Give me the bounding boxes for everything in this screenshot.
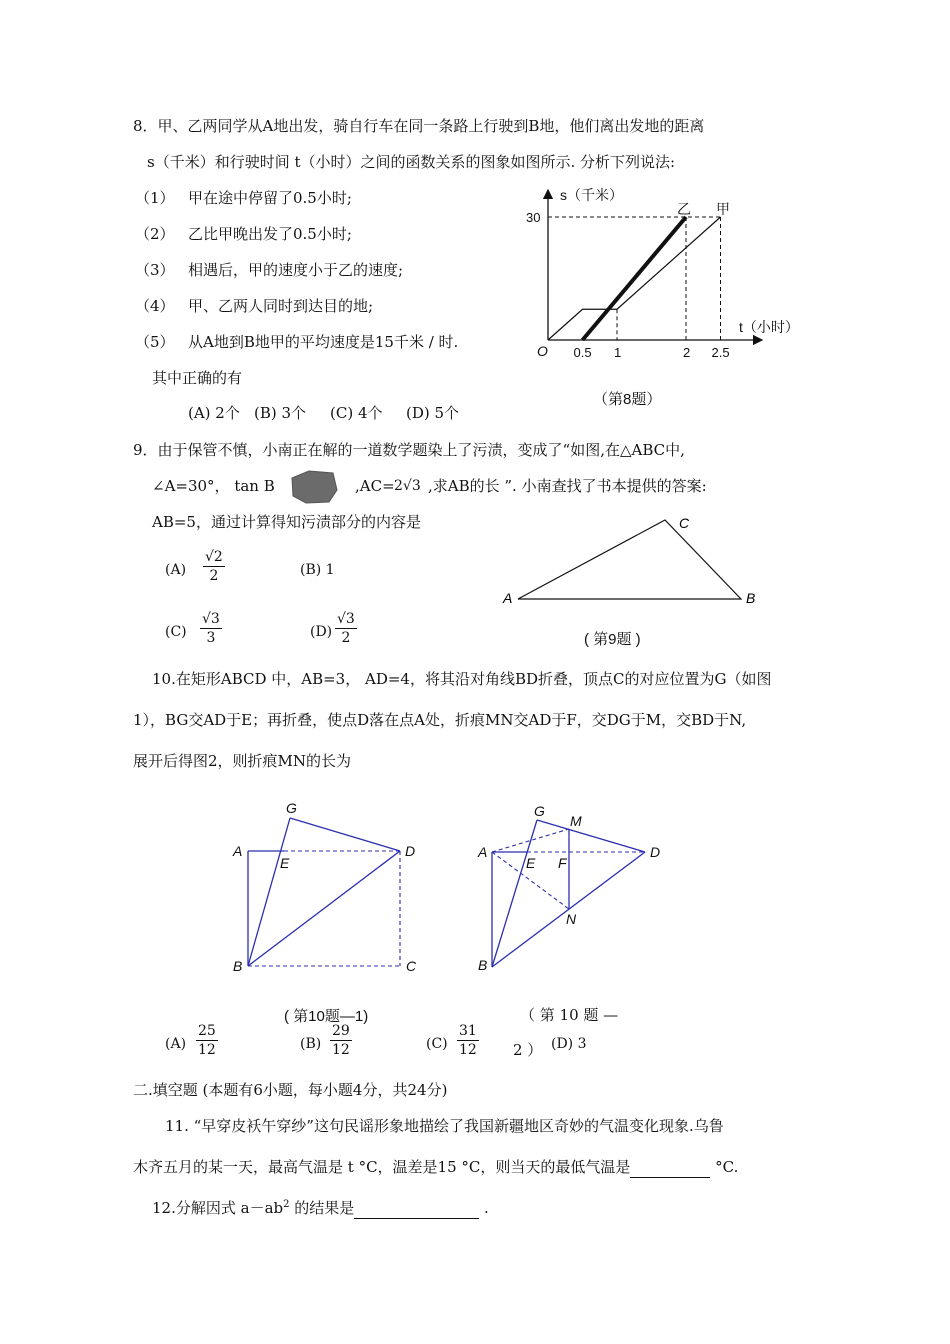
q8-option-c: (C) 4个	[330, 404, 383, 422]
q9-stem-sqrt: 2√3	[394, 478, 421, 494]
q11-line2-unit: °C.	[710, 1158, 739, 1176]
q10-f1-b: B	[233, 958, 243, 974]
q8-x-tick-1: 1	[614, 345, 622, 360]
q9-stem-line1: 9．由于保管不慎，小南正在解的一道数学题染上了污渍，变成了“如图,在△ABC中,	[133, 441, 685, 459]
q10-f1-e: E	[280, 855, 290, 871]
q10-option-c-num: 31	[459, 1023, 477, 1039]
q10-option-b-value	[330, 1022, 352, 1059]
q10-stem-line1: 10.在矩形ABCD 中，AB=3， AD=4，将其沿对角线BD折叠，顶点C的对应位置为G（如图	[152, 670, 772, 688]
q11-answer-blank[interactable]	[630, 1157, 710, 1178]
q12-end: .	[479, 1199, 489, 1217]
q8-option-b: (B) 3个	[254, 404, 307, 422]
q9-option-a-label: (A)	[165, 562, 187, 578]
q9-stem-part-c: ,求AB的长 ”. 小南查找了书本提供的答案:	[428, 477, 707, 495]
q8-conclusion: 其中正确的有	[152, 369, 243, 387]
q10-f2-m: M	[570, 813, 582, 829]
q8-statement-1-num: （1）	[135, 189, 175, 207]
q11-line2	[133, 1157, 738, 1178]
q9-option-a-num: √2	[205, 549, 223, 565]
q8-statement-2: 乙比甲晚出发了0.5小时;	[188, 225, 352, 243]
q12-answer-blank[interactable]	[354, 1198, 479, 1219]
q9-stem-part-b: ,AC=	[355, 477, 395, 495]
q10-f1-a: A	[233, 843, 243, 859]
q10-option-c-den: 12	[459, 1042, 477, 1058]
q10-caption-2b: 2 ）	[513, 1041, 543, 1059]
q8-y-axis-label: s（千米）	[560, 187, 623, 203]
q9-option-d-num: √3	[337, 611, 355, 627]
q8-series-jia-label: 甲	[716, 201, 730, 217]
q9-vertex-b: B	[746, 590, 756, 606]
section2-heading: 二.填空题 (本题有6小题，每小题4分，共24分)	[133, 1081, 448, 1099]
q8-statement-4: 甲、乙两人同时到达目的地;	[188, 297, 374, 315]
q9-option-c-den: 3	[206, 630, 216, 646]
q10-f2-f: F	[558, 855, 567, 871]
q10-stem-line2: 1），BG交AD于E；再折叠，使点D落在点A处，折痕MN交AD于F，交DG于M，交BD于N,	[133, 711, 747, 729]
q8-statement-1: 甲在途中停留了0.5小时;	[188, 189, 352, 207]
q9-option-d-label: (D)	[310, 624, 333, 640]
q8-origin-label: O	[537, 343, 548, 359]
q8-stem-line1: 8．甲、乙两同学从A地出发，骑自行车在同一条路上行驶到B地，他们离出发地的距离	[133, 117, 705, 135]
q8-statement-2-num: （2）	[135, 225, 175, 243]
q9-stem-part-a: ∠A=30°， tan B	[152, 477, 275, 495]
q8-series-yi-label: 乙	[677, 201, 691, 217]
q10-option-a-value	[196, 1022, 218, 1059]
q10-option-a-num: 25	[198, 1023, 216, 1039]
q9-option-c-label: (C)	[165, 624, 187, 640]
q10-f2-a: A	[478, 844, 488, 860]
q8-x-tick-0: 0.5	[573, 345, 592, 360]
q10-option-a-den: 12	[198, 1042, 216, 1058]
q10-option-b-den: 12	[332, 1042, 350, 1058]
q9-option-a-den: 2	[209, 568, 219, 584]
q10-f2-g: G	[534, 803, 545, 819]
q8-x-tick-2: 2	[683, 345, 691, 360]
q10-option-c-label: (C)	[426, 1036, 448, 1052]
q8-x-axis-label: t（小时）	[739, 319, 799, 335]
q8-option-a: (A) 2个	[188, 404, 240, 422]
q12-line	[152, 1195, 489, 1219]
q10-f1-c: C	[406, 958, 417, 974]
q10-option-d: (D) 3	[551, 1036, 587, 1052]
q10-option-c-value	[457, 1022, 479, 1059]
q10-option-a-label: (A)	[165, 1036, 187, 1052]
q9-option-d-den: 2	[341, 630, 351, 646]
q11-line2-text: 木齐五月的某一天，最高气温是 t °C，温差是15 °C，则当天的最低气温是	[133, 1158, 631, 1176]
q10-f1-g: G	[286, 800, 297, 816]
q10-f2-e: E	[526, 855, 536, 871]
q8-option-d: (D) 5个	[406, 404, 460, 422]
q9-stem-line3: AB=5，通过计算得知污渍部分的内容是	[152, 513, 421, 531]
q8-y-tick-30: 30	[526, 210, 541, 225]
q8-statement-5: 从A地到B地甲的平均速度是15千米 / 时.	[188, 333, 459, 351]
q12-sup: 2	[283, 1199, 290, 1210]
q10-f1-d: D	[405, 843, 416, 859]
q8-caption: （第8题）	[593, 391, 662, 408]
q9-vertex-a: A	[503, 590, 513, 606]
q10-option-b-label: (B)	[300, 1036, 322, 1052]
q9-caption: ( 第9题 )	[584, 631, 641, 648]
q8-statement-3: 相遇后，甲的速度小于乙的速度;	[188, 261, 404, 279]
q8-statement-3-num: （3）	[135, 261, 175, 279]
q10-f2-d: D	[650, 844, 661, 860]
q8-statement-5-num: （5）	[135, 333, 175, 351]
q9-option-b: (B) 1	[300, 562, 335, 578]
q10-f2-n: N	[566, 911, 577, 927]
q8-stem-line2: s（千米）和行驶时间 t（小时）之间的函数关系的图象如图所示. 分析下列说法:	[147, 153, 676, 171]
q10-caption-1: ( 第10题—1)	[284, 1008, 369, 1025]
q11-line1: 11. “早穿皮袄午穿纱”这句民谣形象地描绘了我国新疆地区奇妙的气温变化现象.乌鲁	[165, 1117, 724, 1135]
q8-x-tick-3: 2.5	[711, 345, 730, 360]
q10-option-b-num: 29	[332, 1023, 350, 1039]
q9-option-c-num: √3	[202, 611, 220, 627]
q8-statement-4-num: （4）	[135, 297, 175, 315]
q12-prefix: 12.分解因式 a－ab	[152, 1199, 284, 1217]
q9-vertex-c: C	[679, 515, 690, 531]
q12-suffix: 的结果是	[289, 1199, 355, 1217]
q10-f2-b: B	[478, 957, 488, 973]
q10-caption-2a: （ 第 10 题 —	[520, 1006, 619, 1024]
q10-stem-line3: 展开后得图2，则折痕MN的长为	[133, 752, 352, 770]
